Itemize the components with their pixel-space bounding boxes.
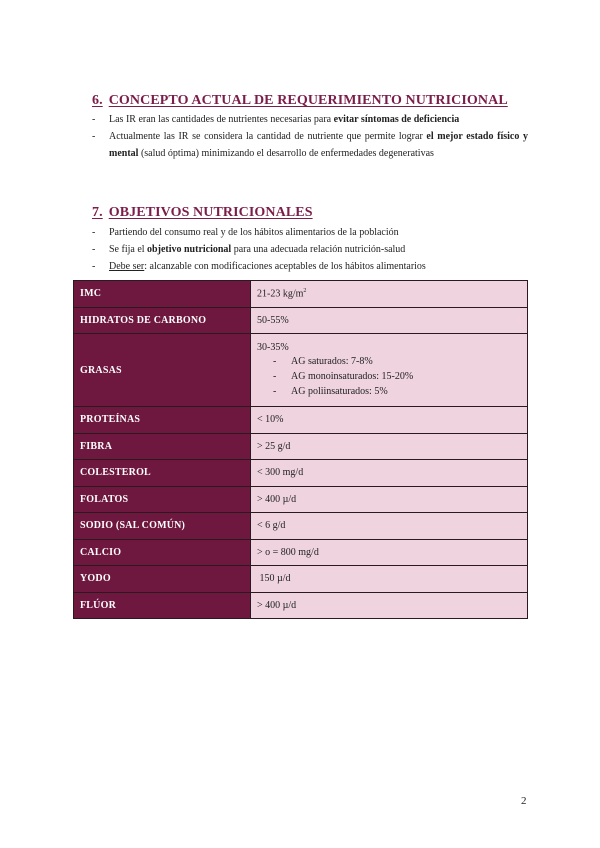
list-item: - AG saturados: 7-8% [273, 354, 521, 369]
table-row [74, 433, 528, 460]
page-number: 2 [521, 795, 527, 807]
row-value: 21-23 $kg/m^2$ [251, 281, 528, 308]
table-row [74, 307, 528, 334]
section-6-bullets [92, 111, 528, 162]
table-row [74, 281, 528, 308]
row-value [251, 334, 528, 407]
row-value: > o = 800 mg/d [251, 539, 528, 566]
row-label: FLÚOR [74, 592, 251, 619]
bullet-text: Las IR eran las cantidades de nutrientes necesarias para [109, 114, 334, 125]
list-item [92, 241, 528, 258]
fat-breakdown-list [257, 354, 521, 399]
nutrition-objectives-table [73, 280, 528, 619]
row-label: FOLATOS [74, 486, 251, 513]
table-row [74, 486, 528, 513]
table-row [74, 513, 528, 540]
table-row [74, 460, 528, 487]
list-item: - AG monoinsaturados: 15-20% [273, 369, 521, 384]
row-label: CALCIO [74, 539, 251, 566]
row-label: IMC [74, 281, 251, 308]
table-row [74, 539, 528, 566]
list-item [92, 128, 528, 162]
list-item [92, 224, 528, 241]
row-value: > 400 µ/d [251, 592, 528, 619]
section-7-heading [92, 205, 313, 221]
row-label: PROTEÍNAS [74, 407, 251, 434]
list-item: - AG poliinsaturados: 5% [273, 384, 521, 399]
bullet-text: (salud óptima) minimizando el desarrollo de enfermedades degenerativas [138, 148, 434, 159]
section-7-number: 7. [92, 205, 103, 220]
bullet-bold-text: el mejor estado físico y mental [109, 131, 528, 159]
row-label: COLESTEROL [74, 460, 251, 487]
section-7-bullets [92, 224, 528, 275]
row-value: 150 µ/d [251, 566, 528, 593]
section-6-number: 6. [92, 93, 103, 108]
table-row [74, 334, 528, 407]
bullet-text: Se fija el [109, 244, 148, 255]
row-label: SODIO (SAL COMÚN) [74, 513, 251, 540]
bullet-text: para una adecuada relación nutrición-salud [231, 244, 406, 255]
bullet-text: : alcanzable con modificaciones aceptables de los hábitos alimentarios [144, 261, 426, 272]
section-6-title: CONCEPTO ACTUAL DE REQUERIMIENTO NUTRICIONAL [108, 93, 508, 108]
bullet-underlined-text: Debe ser [109, 261, 145, 272]
row-value: < 10% [251, 407, 528, 434]
bullet-bold-text: objetivo nutricional [147, 244, 232, 255]
bullet-text: Partiendo del consumo real y de los hábitos alimentarios de la población [109, 227, 399, 238]
row-label: FIBRA [74, 433, 251, 460]
table-row [74, 566, 528, 593]
row-label: GRASAS [74, 334, 251, 407]
row-value: > 25 g/d [251, 433, 528, 460]
row-value: < 300 mg/d [251, 460, 528, 487]
row-value: 50-55% [251, 307, 528, 334]
table-row [74, 407, 528, 434]
section-6-heading [92, 93, 508, 109]
row-value: < 6 g/d [251, 513, 528, 540]
bullet-bold-text: evitar síntomas de deficiencia [333, 114, 460, 125]
row-label: YODO [74, 566, 251, 593]
table-row [74, 592, 528, 619]
bullet-text: Actualmente las IR se considera la cantidad de nutriente que permite lograr [109, 131, 427, 142]
row-value-main: 30-35% [257, 341, 289, 353]
list-item [92, 258, 528, 275]
row-label: HIDRATOS DE CARBONO [74, 307, 251, 334]
list-item [92, 111, 528, 128]
section-7-title: OBJETIVOS NUTRICIONALES [108, 205, 313, 220]
row-value: > 400 µ/d [251, 486, 528, 513]
